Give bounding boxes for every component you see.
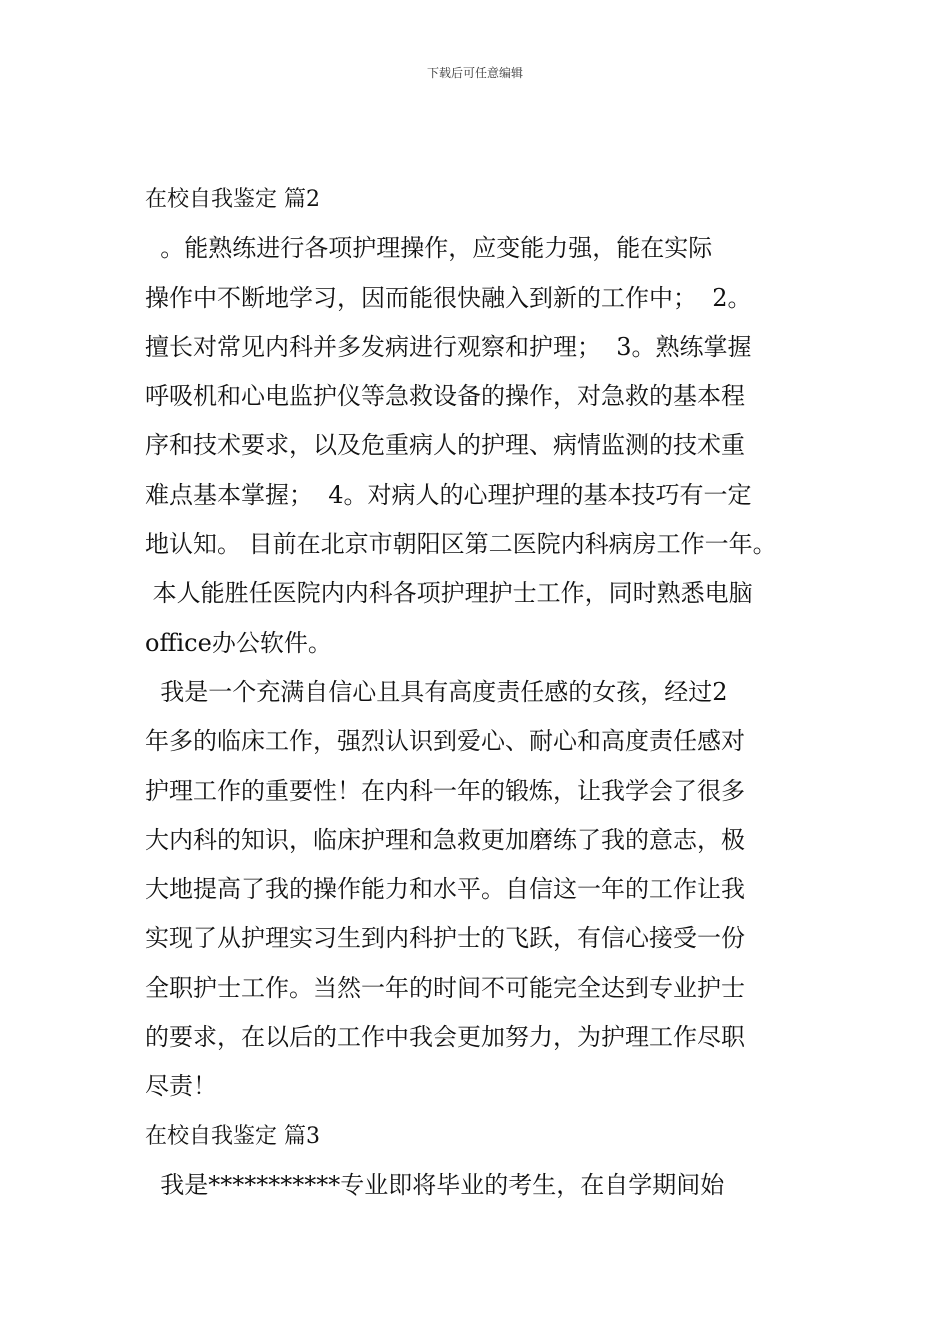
text-line: 大地提高了我的操作能力和水平。自信这一年的工作让我: [145, 875, 745, 904]
text-line: 我是***********专业即将毕业的考生，在自学期间始: [145, 1170, 725, 1199]
text-line: 序和技术要求，以及危重病人的护理、病情监测的技术重: [145, 431, 745, 460]
text-line: 的要求，在以后的工作中我会更加努力，为护理工作尽职: [145, 1023, 745, 1052]
text-line: 难点基本掌握； 4。对病人的心理护理的基本技巧有一定: [145, 480, 752, 509]
document-body: [145, 175, 810, 1210]
text-line: 全职护士工作。当然一年的时间不可能完全达到专业护士: [145, 973, 745, 1002]
text-line: 本人能胜任医院内内科各项护理护士工作，同时熟悉电脑: [145, 579, 753, 608]
text-line: 擅长对常见内科并多发病进行观察和护理； 3。熟练掌握: [145, 332, 752, 361]
text-line: 实现了从护理实习生到内科护士的飞跃，有信心接受一份: [145, 924, 745, 953]
text-line: 地认知。 目前在北京市朝阳区第二医院内科病房工作一年。: [145, 530, 777, 559]
text-line: 大内科的知识，临床护理和急救更加磨练了我的意志，极: [145, 825, 745, 854]
section-heading: 在校自我鉴定 篇3: [145, 1123, 320, 1149]
text-line: 操作中不断地学习，因而能很快融入到新的工作中； 2。: [145, 283, 752, 312]
text-line: 年多的临床工作，强烈认识到爱心、耐心和高度责任感对: [145, 727, 745, 756]
page-header: 下载后可任意编辑: [426, 66, 523, 80]
text-line: 尽责！: [145, 1072, 217, 1101]
text-line: 。能熟练进行各项护理操作，应变能力强，能在实际: [145, 234, 713, 263]
text-line: 护理工作的重要性！在内科一年的锻炼，让我学会了很多: [145, 776, 745, 805]
text-line: 呼吸机和心电监护仪等急救设备的操作，对急救的基本程: [145, 382, 745, 411]
text-line: office办公软件。: [145, 628, 332, 657]
text-line: 我是一个充满自信心且具有高度责任感的女孩，经过2: [145, 677, 728, 706]
section-heading: 在校自我鉴定 篇2: [145, 187, 320, 212]
